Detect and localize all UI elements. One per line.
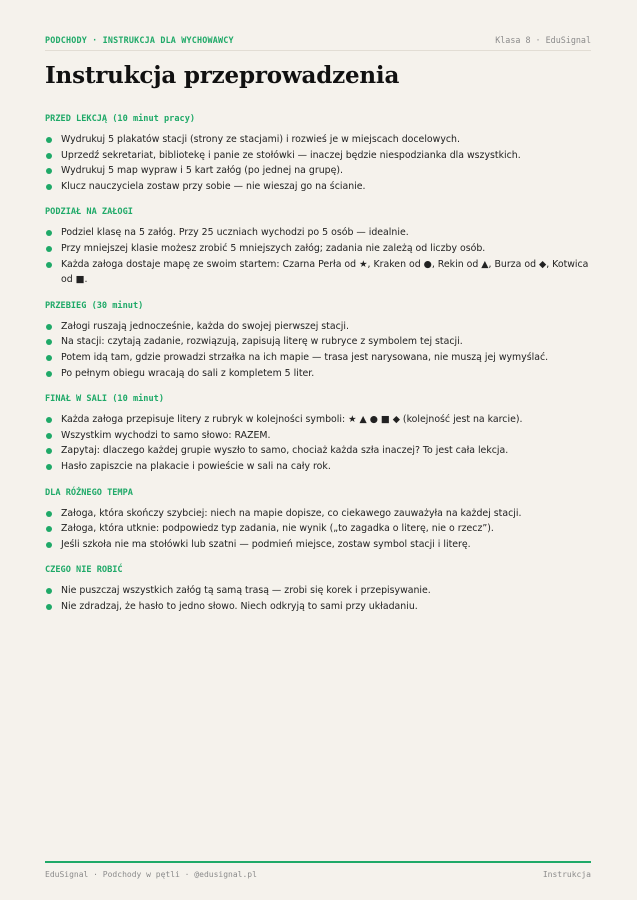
footer-credits: EduSignal · Podchody w pętli · @edusignal.pl <box>45 870 257 879</box>
section-heading: DLA RÓŻNEGO TEMPA <box>45 487 133 498</box>
header-divider <box>45 50 591 51</box>
header-class-label: Klasa 8 · EduSignal <box>495 35 591 45</box>
bullet-list <box>45 412 591 474</box>
page-header <box>45 33 591 47</box>
list-item-text: Zapytaj: dlaczego każdej grupie wyszło to samo, chociaż każda szła inaczej? To jest cała lekcja. <box>61 445 509 457</box>
bullet-dot-icon <box>46 526 52 532</box>
footer-divider <box>45 861 591 863</box>
header-series-label: PODCHODY · INSTRUKCJA DLA WYCHOWAWCY <box>45 35 234 45</box>
list-item <box>45 459 591 475</box>
bullet-list <box>45 225 591 287</box>
list-item <box>45 537 591 553</box>
list-item-text: Każda załoga dostaje mapę ze swoim startem: Czarna Perła od ★, Kraken od ●, Rekin od ▲, Burza od ◆, Kotwica od ■. <box>61 258 589 286</box>
bullet-dot-icon <box>46 168 52 174</box>
section-heading: PODZIAŁ NA ZAŁOGI <box>45 207 133 218</box>
section-heading: PRZED LEKCJĄ (10 minut pracy) <box>45 114 196 124</box>
list-item-text: Załoga, która skończy szybciej: niech na mapie dopisze, co ciekawego zauważyła na każdej stacji. <box>61 507 522 519</box>
section-heading: FINAŁ W SALI (10 minut) <box>45 394 164 405</box>
instruction-section <box>45 206 591 287</box>
page-footer <box>45 870 591 879</box>
bullet-dot-icon <box>46 511 52 517</box>
bullet-dot-icon <box>46 339 52 345</box>
list-item <box>45 225 591 241</box>
list-item <box>45 412 591 428</box>
list-item-text: Uprzedź sekretariat, bibliotekę i panie ze stołówki — inaczej będzie niespodzianka dla wszystkich. <box>61 149 521 161</box>
bullet-dot-icon <box>46 355 52 361</box>
list-item <box>45 241 591 257</box>
list-item <box>45 521 591 537</box>
bullet-dot-icon <box>46 184 52 190</box>
list-item <box>45 443 591 459</box>
list-item-text: Każda załoga przepisuje litery z rubryk w kolejności symboli: ★ ▲ ● ■ ◆ (kolejność jest na karcie). <box>61 414 523 426</box>
list-item-text: Załogi ruszają jednocześnie, każda do swojej pierwszej stacji. <box>61 320 349 332</box>
list-item-text: Na stacji: czytają zadanie, rozwiązują, zapisują literę w rubryce z symbolem tej stacji. <box>61 336 463 348</box>
instruction-section <box>45 113 591 194</box>
list-item <box>45 148 591 164</box>
bullet-dot-icon <box>46 230 52 236</box>
list-item-text: Jeśli szkoła nie ma stołówki lub szatni — podmień miejsce, zostaw symbol stacji i literę. <box>61 538 471 550</box>
bullet-dot-icon <box>46 604 52 610</box>
instruction-section <box>45 393 591 474</box>
list-item-text: Wydrukuj 5 plakatów stacji (strony ze stacjami) i rozwieś je w miejscach docelowych. <box>61 134 460 145</box>
list-item <box>45 506 591 522</box>
bullet-dot-icon <box>46 246 52 252</box>
list-item <box>45 319 591 335</box>
list-item-text: Wydrukuj 5 map wypraw i 5 kart załóg (po jednej na grupę). <box>61 165 343 177</box>
list-item-text: Nie zdradzaj, że hasło to jedno słowo. Niech odkryją to sami przy układaniu. <box>61 600 418 612</box>
list-item-text: Nie puszczaj wszystkich załóg tą samą trasą — zrobi się korek i przepisywanie. <box>61 585 431 597</box>
bullet-list <box>45 583 591 614</box>
bullet-list <box>45 506 591 553</box>
footer-section-label: Instrukcja <box>542 870 591 879</box>
list-item-text: Wszystkim wychodzi to samo słowo: RAZEM. <box>61 429 271 441</box>
section-heading: PRZEBIEG (30 minut) <box>45 300 144 311</box>
bullet-dot-icon <box>46 588 52 594</box>
bullet-dot-icon <box>46 448 52 454</box>
list-item <box>45 583 591 599</box>
list-item-text: Hasło zapiszcie na plakacie i powieście w sali na cały rok. <box>61 460 331 472</box>
bullet-dot-icon <box>46 542 52 548</box>
list-item <box>45 132 591 148</box>
bullet-dot-icon <box>46 324 52 330</box>
bullet-dot-icon <box>46 137 52 143</box>
list-item-text: Klucz nauczyciela zostaw przy sobie — nie wieszaj go na ścianie. <box>61 180 366 192</box>
list-item-text: Załoga, która utknie: podpowiedz typ zadania, nie wynik („to zagadka o literę, nie o rzecz”). <box>61 523 494 535</box>
list-item <box>45 366 591 382</box>
list-item <box>45 428 591 444</box>
list-item-text: Przy mniejszej klasie możesz zrobić 5 mniejszych załóg; zadania nie zależą od liczby osób. <box>61 242 486 254</box>
section-heading: CZEGO NIE ROBIĆ <box>45 565 123 576</box>
bullet-dot-icon <box>46 262 52 268</box>
document-page <box>45 0 591 900</box>
bullet-dot-icon <box>46 371 52 377</box>
instruction-section <box>45 564 591 614</box>
bullet-dot-icon <box>46 417 52 423</box>
instructions-body <box>45 113 591 626</box>
instruction-section <box>45 487 591 553</box>
instruction-section <box>45 300 591 381</box>
bullet-dot-icon <box>46 153 52 159</box>
list-item <box>45 179 591 195</box>
bullet-dot-icon <box>46 464 52 470</box>
list-item-text: Potem idą tam, gdzie prowadzi strzałka na ich mapie — trasa jest narysowana, nie muszą jej wymyślać. <box>61 351 549 363</box>
bullet-list <box>45 319 591 381</box>
list-item <box>45 599 591 615</box>
list-item-text: Po pełnym obiegu wracają do sali z kompletem 5 liter. <box>61 367 315 379</box>
list-item <box>45 163 591 179</box>
bullet-list <box>45 132 591 194</box>
bullet-dot-icon <box>46 433 52 439</box>
list-item <box>45 334 591 350</box>
list-item <box>45 350 591 366</box>
list-item <box>45 257 591 288</box>
page-title: Instrukcja przeprowadzenia <box>45 62 400 89</box>
list-item-text: Podziel klasę na 5 załóg. Przy 25 uczniach wychodzi po 5 osób — idealnie. <box>61 227 409 239</box>
